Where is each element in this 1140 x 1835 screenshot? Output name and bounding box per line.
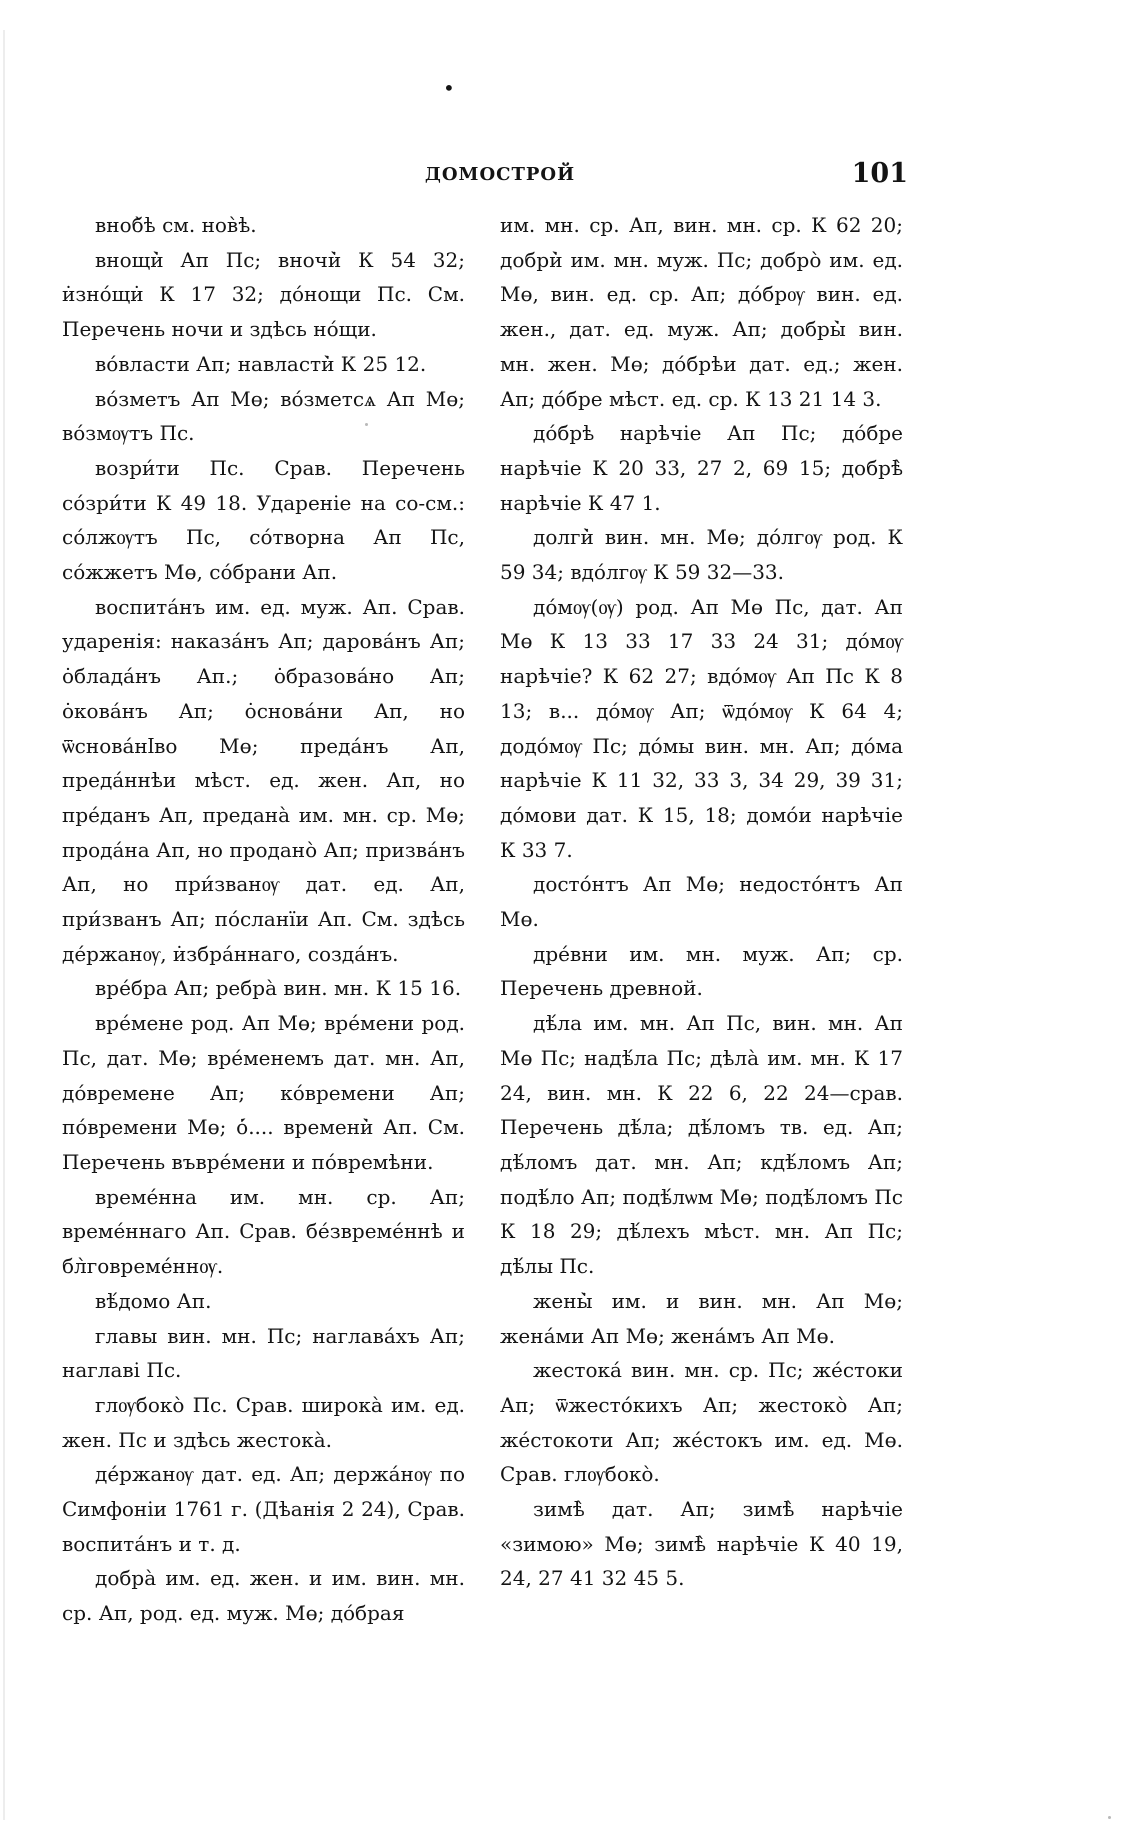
dictionary-entry: зимѣ̀ дат. Ап; зимѣ̀ нарѣчіе «зимою» Мө; зимѣ̀ нарѣчіе К 40 19, 24, 27 41 32 45 5. — [500, 1497, 903, 1591]
dictionary-entry: де́ржанѹ дат. ед. Ап; держа́нѹ по Симфоніи 1761 г. (Дѣанія 2 24), Срав. воспита́нъ и т. д. — [62, 1462, 465, 1556]
dictionary-entry: внощи̇̀ Ап Пс; вночи̇̀ К 54 32; и̇зно́щи̇ К 17 32; до́нощи Пс. См. Перечень ночи и здѣсь но́щи. — [62, 247, 465, 342]
dictionary-entry: жены̇̀ им. и вин. мн. Ап Мө; жена́ми Ап Мө; жена́мъ Ап Мө. — [500, 1288, 903, 1348]
dictionary-entry: вре́бра Ап; ребра̀ вин. мн. К 15 16. — [95, 976, 462, 1001]
dictionary-entry: до́мѹ(ѹ) род. Ап Мө Пс, дат. Ап Мө К 13 33 17 33 24 31; до́мѹ нарѣчіе? К 62 27; вдо́мѹ Ап Пс К 8 13; в... до́мѹ Ап; ѿдо́мѹ К 64 4; додо́мѹ Пс; до́мы вин. мн. Ап; до́ма нарѣчіе К 11 32, 33 3, 34 29, 39 31; до́мови дат. К 15, 18; домо́и нарѣчіе К 33 7. — [500, 594, 903, 862]
right-column — [500, 208, 903, 1596]
dictionary-entry: воспита́нъ им. ед. муж. Ап. Срав. ударенія: наказа́нъ Ап; дарова́нъ Ап; о̇блада́нъ Ап.; о̇бразова́но Ап; о̇кова́нъ Ап; о̇снова́ни Ап, но ѿснова́нӏво Мө; преда́нъ Ап, преда́ннѣи мѣст. ед. жен. Ап, но пре́данъ Ап, предана̀ им. мн. ср. Мө; прода́на Ап, но продано̀ Ап; призва́нъ Ап, но при́званѹ дат. ед. Ап, при́званъ Ап; по́сланїи Ап. См. здѣсь де́ржанѹ, и̇збра́ннаго, созда́нъ. — [62, 594, 465, 966]
top-mark: • — [443, 76, 455, 100]
dictionary-entry: жестока́ вин. мн. ср. Пс; же́стоки Ап; ѿжесто́кихъ Ап; жестоко̀ Ап; же́стокоти Ап; же́стокъ им. ед. Мө. Срав. глѹбоко̀. — [500, 1358, 903, 1487]
dictionary-entry: вѣ́домо Ап. — [95, 1288, 212, 1313]
dictionary-entry: во́зметъ Ап Мө; во́зметсѧ Ап Мө; во́змѹтъ Пс. — [62, 386, 465, 446]
print-speck — [365, 423, 368, 426]
left-column — [62, 208, 465, 1631]
running-title: ДОМОСТРОЙ — [424, 164, 576, 185]
dictionary-entry: дре́вни им. мн. муж. Ап; ср. Перечень древной. — [500, 941, 903, 1001]
dictionary-entry: возри́ти Пс. Срав. Перечень со́зри́ти К 49 18. Удареніе на со-см.: со́лжѹтъ Пс, со́творна Ап Пс, со́жжетъ Мө, со́брани Ап. — [62, 455, 465, 585]
dictionary-entry: вре́мене род. Ап Мө; вре́мени род. Пс, дат. Мө; вре́менемъ дат. мн. Ап, до́времене Ап; ко́времени Ап; по́времени Мө; о̇́.... времени̇̀ Ап. См. Перечень въвре́мени и по́времѣни. — [62, 1011, 465, 1174]
dictionary-entry: до́брѣ нарѣчіе Ап Пс; до́бре нарѣчіе К 20 33, 27 2, 69 15; добрѣ̀ нарѣчіе К 47 1. — [500, 421, 903, 515]
dictionary-entry: време́нна им. мн. ср. Ап; време́ннаго Ап. Срав. бе́звреме́ннѣ и бл̀говреме́ннѹ. — [62, 1184, 465, 1279]
dictionary-entry: глѹбоко̀ Пс. Срав. широка̀ им. ед. жен. Пс и здѣсь жестока̀. — [62, 1392, 465, 1452]
dictionary-entry: досто́нтъ Ап Мө; недосто́нтъ Ап Мө. — [500, 872, 903, 932]
print-speck — [1108, 1816, 1111, 1819]
dictionary-entry: во́власти Ап; навласти̇̀ К 25 12. — [95, 351, 427, 376]
dictionary-entry: вноб̀ѣ см. нов̀ѣ. — [95, 213, 257, 237]
dictionary-entry: главы вин. мн. Пс; наглава́хъ Ап; наглаві Пс. — [62, 1323, 465, 1383]
dictionary-entry-continued: им. мн. ср. Ап, вин. мн. ср. К 62 20; добри̇̀ им. мн. муж. Пс; добро̀ им. ед. Мө, вин. ед. ср. Ап; до́брѹ вин. ед. жен., дат. ед. муж. Ап; добры̇̀ вин. мн. жен. Мө; до́брѣи дат. ед.; жен. Ап; до́бре мѣст. ед. ср. К 13 21 14 3. — [500, 213, 903, 411]
page-number: 101 — [851, 158, 908, 189]
dictionary-entry: долги̇̀ вин. мн. Мө; до́лгѹ род. К 59 34; вдо́лгѹ К 59 32—33. — [500, 525, 903, 585]
dictionary-entry: дѣ́ла им. мн. Ап Пс, вин. мн. Ап Мө Пс; надѣ́ла Пс; дѣла̀ им. мн. К 17 24, вин. мн. К 22 6, 22 24—срав. Перечень дѣ́ла; дѣ́ломъ тв. ед. Ап; дѣ́ломъ дат. мн. Ап; кдѣ́ломъ Ап; подѣ́ло Ап; подѣ́лѡм Мө; подѣ́ломъ Пс К 18 29; дѣ́лехъ мѣст. мн. Ап Пс; дѣ́лы Пс. — [500, 1011, 903, 1279]
dictionary-entry: добра̀ им. ед. жен. и им. вин. мн. ср. Ап, род. ед. муж. Мө; до́брая — [62, 1566, 465, 1626]
scan-margin-line — [3, 30, 5, 1820]
